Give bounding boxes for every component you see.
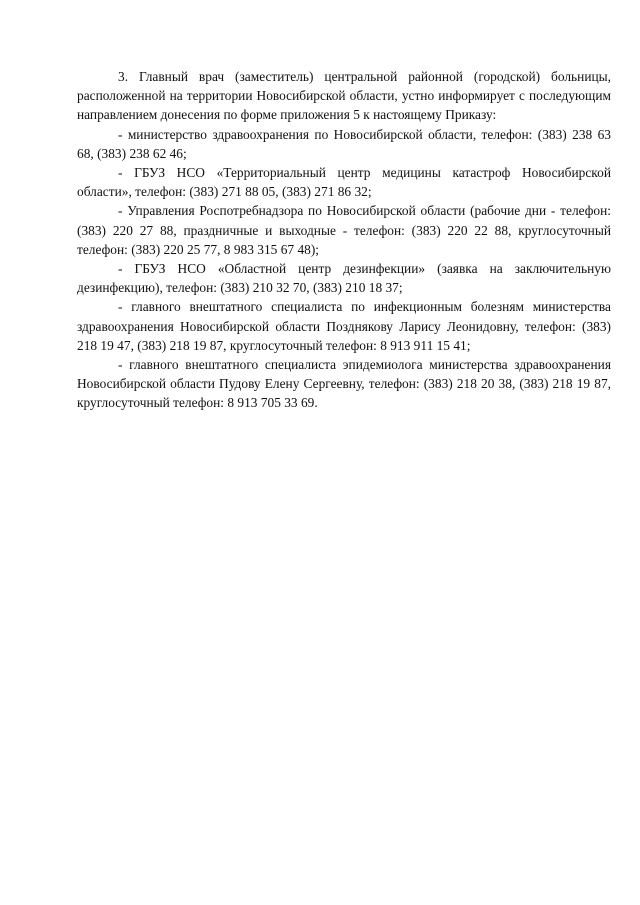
list-item-rospotrebnadzor: - Управления Роспотребнадзора по Новосибирской области (рабочие дни - телефон: (383) 220 27 88, праздничные и выходные - телефон: (383) 220 22 88, круглосуточный телефон: (383) 220 25 77, 8 983 315 67 48); <box>77 203 611 257</box>
list-item-disaster-medicine-center: - ГБУЗ НСО «Территориальный центр медицины катастроф Новосибирской области», телефон: (383) 271 88 05, (383) 271 86 32; <box>77 165 611 200</box>
list-item-infectious-diseases-specialist: - главного внештатного специалиста по инфекционным болезням министерства здравоохранения Новосибирской области Позднякову Ларису Леонидовну, телефон: (383) 218 19 47, (383) 218 19 87, круглосуточный телефон: 8 913 911 15 41; <box>77 299 611 353</box>
list-item-disinfection-center: - ГБУЗ НСО «Областной центр дезинфекции» (заявка на заключительную дезинфекцию), телефон: (383) 210 32 70, (383) 210 18 37; <box>77 261 611 296</box>
list-item-epidemiologist: - главного внештатного специалиста эпидемиолога министерства здравоохранения Новосибирской области Пудову Елену Сергеевну, телефон: (383) 218 20 38, (383) 218 19 87, круглосуточный телефон: 8 913 705 33 69. <box>77 357 611 411</box>
list-item-ministry: - министерство здравоохранения по Новосибирской области, телефон: (383) 238 63 68, (383) 238 62 46; <box>77 126 611 161</box>
document-body <box>77 67 611 413</box>
paragraph-main-instruction: 3. Главный врач (заместитель) центральной районной (городской) больницы, расположенной на территории Новосибирской области, устно информирует с последующим направлением донесения по форме приложения 5 к настоящему Приказу: <box>77 69 611 123</box>
